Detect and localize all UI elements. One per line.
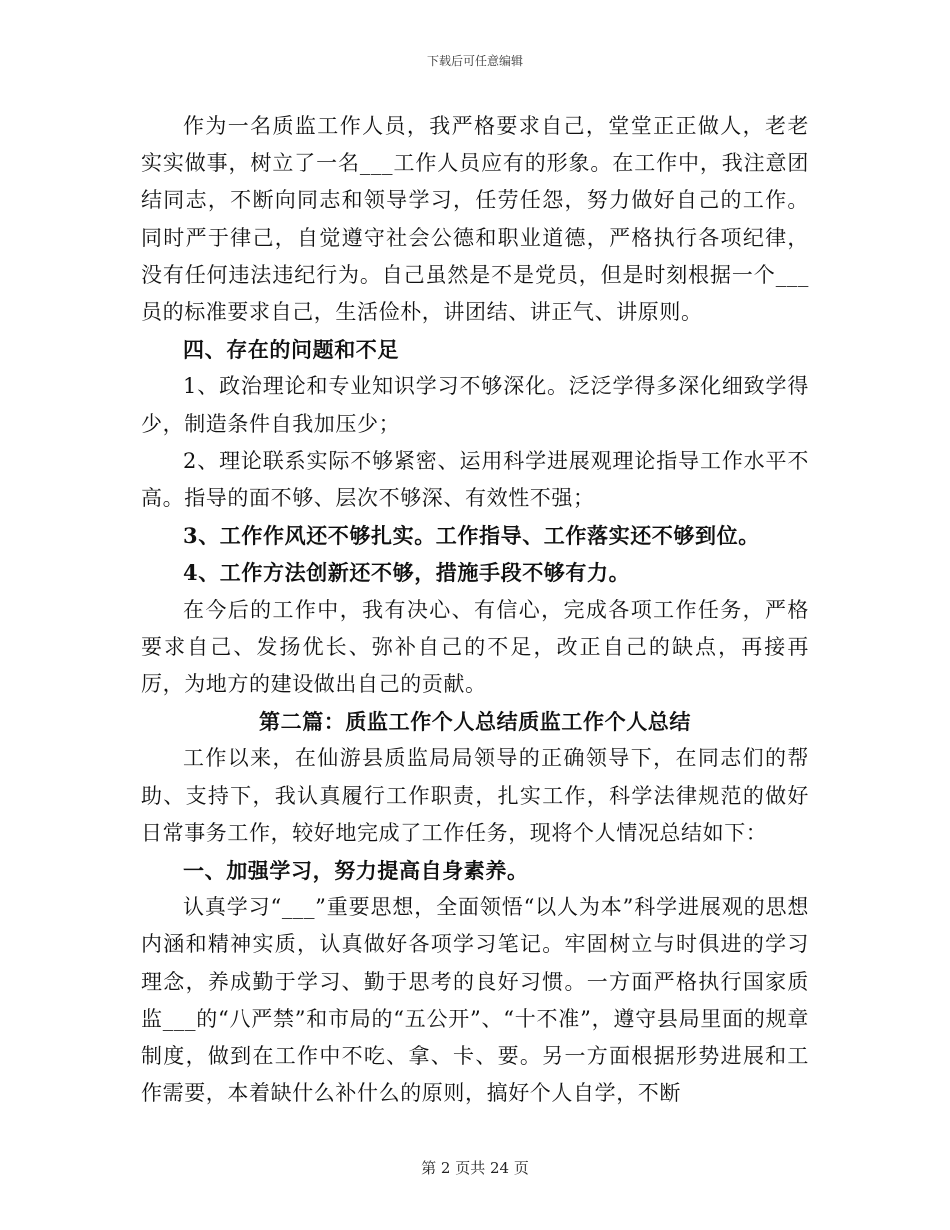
page-number: 第 2 页共 24 页 xyxy=(421,1159,529,1177)
section-heading-problems: 四、存在的问题和不足 xyxy=(183,337,399,363)
paragraph-study-detail: 认真学习“___”重要思想，全面领悟“以人为本”科学进展观的思想内涵和精神实质，认真做好各项学习笔记。牢固树立与时俱进的学习理念，养成勤于学习、勤于思考的良好习惯。一方面严格执行国家质监___的“八严禁”和市局的“五公开”、“十不准”，遵守县局里面的规章制度，做到在工作中不吃、拿、卡、要。另一方面根据形势进展和工作需要，本着缺什么补什么的原则，搞好个人自学，不断 xyxy=(141,895,809,1106)
paragraph-work-attitude: 作为一名质监工作人员，我严格要求自己，堂堂正正做人，老老实实做事，树立了一名___工作人员应有的形象。在工作中，我注意团结同志，不断向同志和领导学习，任劳任怨，努力做好自己的工作。同时严于律己，自觉遵守社会公德和职业道德，严格执行各项纪律，没有任何违法违纪行为。自己虽然是不是党员，但是时刻根据一个___员的标准要求自己，生活俭朴，讲团结、讲正气、讲原则。 xyxy=(141,114,809,325)
list-item-problem-4: 4、工作方法创新还不够，措施手段不够有力。 xyxy=(183,560,631,586)
paragraph-future-plan: 在今后的工作中，我有决心、有信心，完成各项工作任务，严格要求自己、发扬优长、弥补自己的不足，改正自己的缺点，再接再厉，为地方的建设做出自己的贡献。 xyxy=(141,597,809,697)
list-item-problem-1: 1、政治理论和专业知识学习不够深化。泛泛学得多深化细致学得少，制造条件自我加压少； xyxy=(141,374,809,436)
document-body xyxy=(141,108,809,1112)
section-heading-study: 一、加强学习，努力提高自身素养。 xyxy=(183,858,529,884)
paragraph-intro: 工作以来，在仙游县质监局局领导的正确领导下，在同志们的帮助、支持下，我认真履行工作职责，扎实工作，科学法律规范的做好日常事务工作，较好地完成了工作任务，现将个人情况总结如下： xyxy=(141,746,809,845)
article-title-part-two: 第二篇：质监工作个人总结质监工作个人总结 xyxy=(259,709,691,735)
list-item-problem-3: 3、工作作风还不够扎实。工作指导、工作落实还不够到位。 xyxy=(183,523,760,549)
list-item-problem-2: 2、理论联系实际不够紧密、运用科学进展观理论指导工作水平不高。指导的面不够、层次不够深、有效性不强； xyxy=(141,448,809,511)
page-header: 下载后可任意编辑 xyxy=(426,54,523,68)
